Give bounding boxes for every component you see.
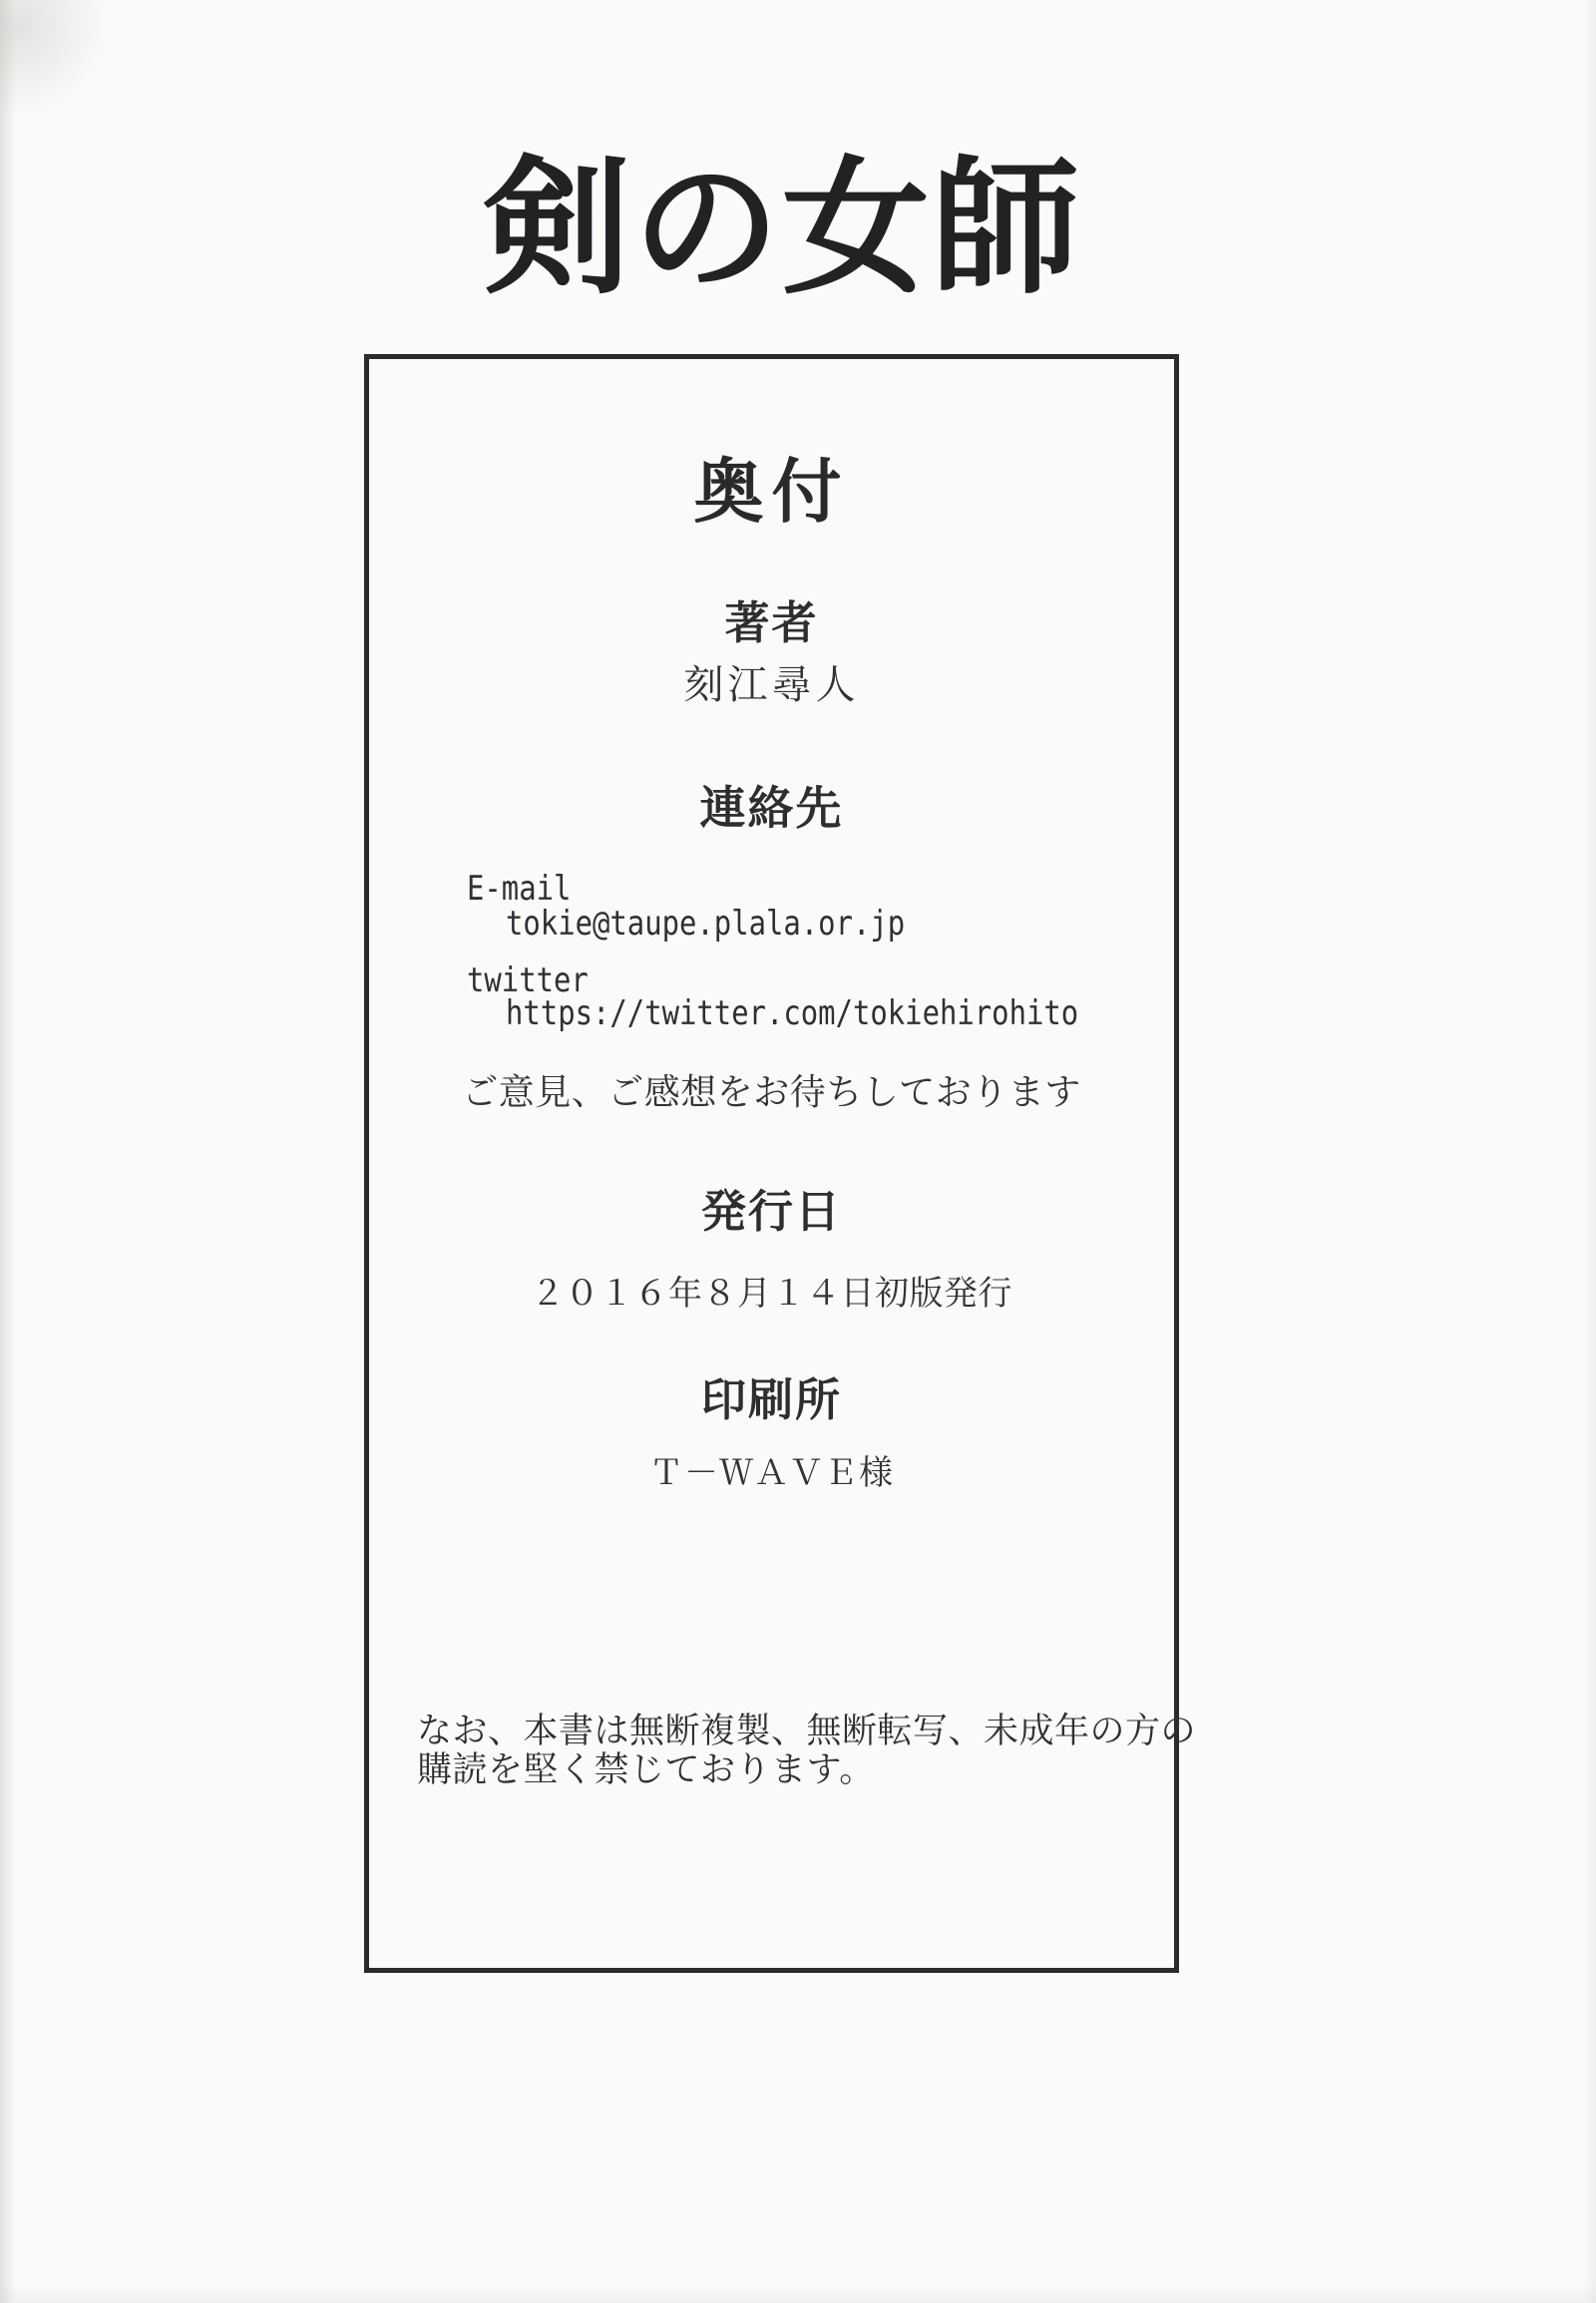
page-title: 剣の女師 xyxy=(483,147,1081,311)
email-address: tokie@taupe.plala.or.jp xyxy=(506,904,906,944)
printer-name: Ｔ－ＷＡＶＥ様 xyxy=(649,1454,894,1492)
twitter-url: https://twitter.com/tokiehirohito xyxy=(506,993,1079,1033)
author-section-label: 著者 xyxy=(724,597,819,648)
colophon-box xyxy=(364,354,1197,1973)
disclaimer-line-2: 購読を堅く禁じております。 xyxy=(417,1749,875,1789)
twitter-label: twitter xyxy=(467,960,589,1000)
email-label: E-mail xyxy=(467,869,572,909)
contact-section-label: 連絡先 xyxy=(699,782,844,834)
feedback-note: ご意見、ご感想をお待ちしております xyxy=(462,1071,1081,1112)
printer-section-label: 印刷所 xyxy=(700,1374,842,1425)
publication-date-label: 発行日 xyxy=(700,1186,842,1237)
disclaimer-text xyxy=(417,1712,1197,1789)
author-name: 刻江尋人 xyxy=(683,663,860,707)
disclaimer-line-1: なお、本書は無断複製、無断転写、未成年の方の xyxy=(417,1712,1197,1750)
colophon-heading: 奥付 xyxy=(693,453,850,531)
publication-date-value: ２０１６年８月１４日初版発行 xyxy=(531,1275,1012,1313)
